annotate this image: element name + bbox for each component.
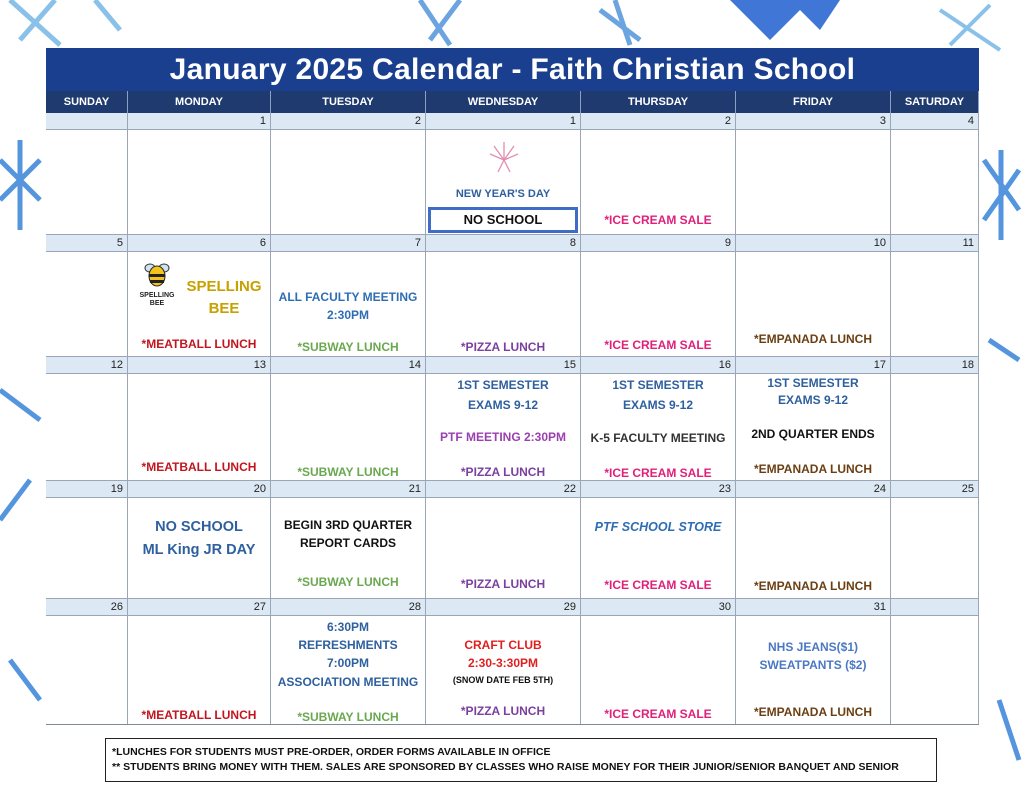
date-number xyxy=(46,113,128,130)
day-cell xyxy=(46,252,128,356)
school-store: PTF SCHOOL STORE xyxy=(594,520,722,534)
subway-lunch: *SUBWAY LUNCH xyxy=(297,710,399,724)
date-number: 12 xyxy=(46,357,128,374)
date-number: 22 xyxy=(426,481,581,498)
day-cell xyxy=(46,498,128,598)
ice-cream-sale: *ICE CREAM SALE xyxy=(604,707,712,721)
week-row-1 xyxy=(46,113,979,235)
craft-club: CRAFT CLUB xyxy=(464,638,542,652)
date-number: 15 xyxy=(426,357,581,374)
snowflake-decoration-right xyxy=(979,60,1024,792)
date-number: 18 xyxy=(891,357,979,374)
day-cell xyxy=(891,252,979,356)
faculty-meeting-time: 2:30PM xyxy=(326,308,370,322)
day-cell xyxy=(581,374,736,480)
holiday-label: NEW YEAR'S DAY xyxy=(455,188,551,200)
day-cell xyxy=(736,374,891,480)
semester-exams-time: EXAMS 9-12 xyxy=(777,393,849,407)
semester-exams: 1ST SEMESTER xyxy=(767,376,859,390)
day-cell xyxy=(271,130,426,234)
bee-caption: SPELLING BEE xyxy=(139,292,175,307)
day-cell xyxy=(426,498,581,598)
craft-club-time: 2:30-3:30PM xyxy=(467,656,539,670)
date-number: 25 xyxy=(891,481,979,498)
calendar-sheet xyxy=(46,48,979,725)
semester-exams-time: EXAMS 9-12 xyxy=(467,398,539,412)
day-cell xyxy=(736,130,891,234)
report-cards: REPORT CARDS xyxy=(299,536,396,550)
week-row-5 xyxy=(46,599,979,725)
date-number: 11 xyxy=(891,235,979,252)
ice-cream-sale: *ICE CREAM SALE xyxy=(604,213,712,227)
date-number: 26 xyxy=(46,599,128,616)
empanada-lunch: *EMPANADA LUNCH xyxy=(754,579,872,593)
week-row-3 xyxy=(46,357,979,481)
quarter-begins: BEGIN 3RD QUARTER xyxy=(283,518,412,532)
day-cell xyxy=(581,252,736,356)
date-number xyxy=(891,599,979,616)
no-school: NO SCHOOL xyxy=(155,519,243,535)
day-cell xyxy=(128,616,271,724)
day-cell xyxy=(128,130,271,234)
sweatpants: SWEATPANTS ($2) xyxy=(759,658,867,672)
event-time: 6:30PM xyxy=(326,620,370,634)
day-cell xyxy=(271,252,426,356)
day-cell xyxy=(581,498,736,598)
date-number: 28 xyxy=(271,599,426,616)
date-number: 27 xyxy=(128,599,271,616)
snowflake-decoration-left xyxy=(0,60,46,780)
day-header-thursday: THURSDAY xyxy=(581,91,736,113)
day-cell xyxy=(736,498,891,598)
day-cell xyxy=(426,616,581,724)
empanada-lunch: *EMPANADA LUNCH xyxy=(754,705,872,719)
day-cell xyxy=(736,616,891,724)
date-number: 16 xyxy=(581,357,736,374)
day-cell xyxy=(46,374,128,480)
event-line: BEE xyxy=(208,300,240,317)
day-header-saturday: SATURDAY xyxy=(891,91,979,113)
date-number: 7 xyxy=(271,235,426,252)
date-number: 9 xyxy=(581,235,736,252)
date-number: 13 xyxy=(128,357,271,374)
page-title: January 2025 Calendar - Faith Christian School xyxy=(46,48,979,91)
pizza-lunch: *PIZZA LUNCH xyxy=(460,704,546,718)
day-cell xyxy=(426,374,581,480)
date-number: 29 xyxy=(426,599,581,616)
mlk-day: ML King JR DAY xyxy=(142,542,256,558)
date-number: 17 xyxy=(736,357,891,374)
day-header-monday: MONDAY xyxy=(128,91,271,113)
date-number: 21 xyxy=(271,481,426,498)
week-row-4 xyxy=(46,481,979,599)
subway-lunch: *SUBWAY LUNCH xyxy=(297,465,399,479)
day-cell xyxy=(46,130,128,234)
semester-exams-time: EXAMS 9-12 xyxy=(622,398,694,412)
empanada-lunch: *EMPANADA LUNCH xyxy=(754,462,872,476)
meatball-lunch: *MEATBALL LUNCH xyxy=(141,460,257,474)
bee-icon xyxy=(144,258,170,288)
day-cell xyxy=(426,252,581,356)
faculty-meeting: K-5 FACULTY MEETING xyxy=(590,431,726,445)
day-cell xyxy=(271,498,426,598)
day-cell xyxy=(736,252,891,356)
association-meeting: ASSOCIATION MEETING xyxy=(277,675,419,689)
day-cell xyxy=(891,498,979,598)
date-number: 31 xyxy=(736,599,891,616)
empanada-lunch: *EMPANADA LUNCH xyxy=(754,332,872,346)
quarter-ends: 2ND QUARTER ENDS xyxy=(751,427,875,441)
fireworks-icon xyxy=(486,138,522,174)
weekday-header xyxy=(46,91,979,113)
event-line: SPELLING xyxy=(186,278,262,295)
day-cell xyxy=(581,616,736,724)
date-number: 1 xyxy=(426,113,581,130)
footnotes-box xyxy=(105,738,937,782)
date-number: 19 xyxy=(46,481,128,498)
meatball-lunch: *MEATBALL LUNCH xyxy=(141,708,257,722)
date-number: 6 xyxy=(128,235,271,252)
day-cell xyxy=(128,374,271,480)
day-cell xyxy=(46,616,128,724)
day-cell xyxy=(581,130,736,234)
day-cell xyxy=(128,498,271,598)
day-header-wednesday: WEDNESDAY xyxy=(426,91,581,113)
day-cell xyxy=(271,374,426,480)
day-cell xyxy=(271,616,426,724)
footnote-line: *LUNCHES FOR STUDENTS MUST PRE-ORDER, ORDER FORMS AVAILABLE IN OFFICE xyxy=(112,746,551,758)
day-cell xyxy=(891,130,979,234)
date-number: 4 xyxy=(891,113,979,130)
day-cell xyxy=(128,252,271,356)
spelling-bee-event xyxy=(180,276,268,320)
pizza-lunch: *PIZZA LUNCH xyxy=(460,340,546,354)
footnote-line: ** STUDENTS BRING MONEY WITH THEM. SALES ARE SPONSORED BY CLASSES WHO RAISE MONEY FOR THEIR JUNIOR/SENIOR BANQUET AND SENIOR xyxy=(112,761,899,773)
day-cell xyxy=(891,616,979,724)
day-header-friday: FRIDAY xyxy=(736,91,891,113)
day-header-tuesday: TUESDAY xyxy=(271,91,426,113)
faculty-meeting: ALL FACULTY MEETING xyxy=(278,290,418,304)
ice-cream-sale: *ICE CREAM SALE xyxy=(604,578,712,592)
date-number: 23 xyxy=(581,481,736,498)
pizza-lunch: *PIZZA LUNCH xyxy=(460,577,546,591)
date-number: 2 xyxy=(271,113,426,130)
refreshments: REFRESHMENTS xyxy=(298,638,398,652)
snow-date: (SNOW DATE FEB 5TH) xyxy=(452,675,554,685)
no-school-box: NO SCHOOL xyxy=(428,207,578,233)
day-cell xyxy=(891,374,979,480)
date-number: 30 xyxy=(581,599,736,616)
date-number: 5 xyxy=(46,235,128,252)
date-number: 3 xyxy=(736,113,891,130)
week-row-2 xyxy=(46,235,979,357)
date-number: 24 xyxy=(736,481,891,498)
pizza-lunch: *PIZZA LUNCH xyxy=(460,465,546,479)
ptf-meeting: PTF MEETING 2:30PM xyxy=(439,430,567,444)
meatball-lunch: *MEATBALL LUNCH xyxy=(141,337,257,351)
day-header-sunday: SUNDAY xyxy=(46,91,128,113)
subway-lunch: *SUBWAY LUNCH xyxy=(297,340,399,354)
snowflake-decoration-top-mid xyxy=(400,0,660,50)
semester-exams: 1ST SEMESTER xyxy=(612,378,704,392)
date-number: 8 xyxy=(426,235,581,252)
date-number: 20 xyxy=(128,481,271,498)
date-number: 1 xyxy=(128,113,271,130)
semester-exams: 1ST SEMESTER xyxy=(457,378,549,392)
nhs-jeans: NHS JEANS($1) xyxy=(767,640,859,654)
event-time: 7:00PM xyxy=(326,656,370,670)
subway-lunch: *SUBWAY LUNCH xyxy=(297,575,399,589)
date-number: 14 xyxy=(271,357,426,374)
ice-cream-sale: *ICE CREAM SALE xyxy=(604,338,712,352)
ice-cream-sale: *ICE CREAM SALE xyxy=(604,466,712,480)
date-number: 10 xyxy=(736,235,891,252)
day-cell xyxy=(426,130,581,234)
date-number: 2 xyxy=(581,113,736,130)
